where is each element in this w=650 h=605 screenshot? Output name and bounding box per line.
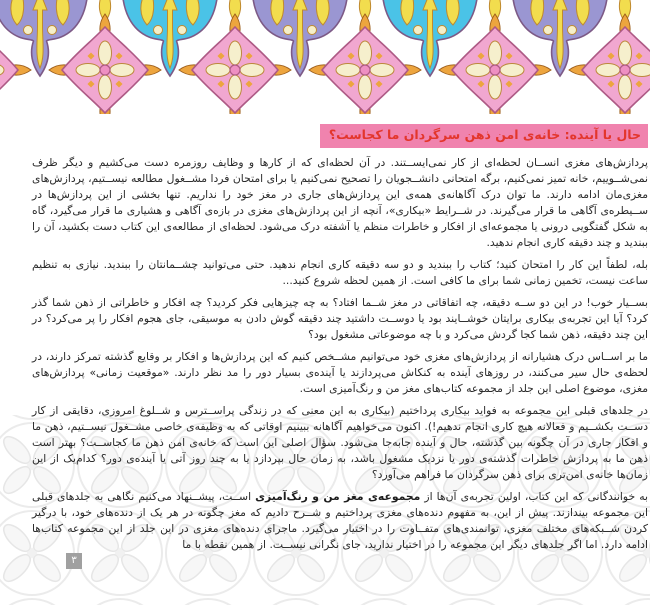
paragraph-what-happened: بســیار خوب! در این دو ســه دقیقه، چه اتفاقاتی در مغز شــما افتاد؟ به چه چیزهایی فکر کردید؟ چه افکار و خاطراتی از ذهن شما گذر کرد؟ آیا این تجربه‌ی بیکاری برایتان خوشــایند بود یا دوســت داشتید چند دقیقه گوش دادن به موسیقی، جای هجوم افکار را پر می‌کرد؟ در این چند دقیقه، ذهن شما کجا گردش می‌کرد و با چه موضوعاتی مشغول بود؟ bbox=[32, 295, 648, 341]
closing-text-after: اســت، پیشــنهاد می‌کنیم نگاهی به جلدهای قبلی این مجموعه بیندازند. پیش از این، به مفهوم دنده‌های مغزی پرداختیم و شــرح دادیم که مغز چگونه در هر یک از دنده‌های خود، با درگیر کردن شــبکه‌های مختلف مغزی، توانمندی‌های متفــاوت را در اختیار می‌گیرد. ماجرای دنده‌های مغزی در این جلد از این مجموعه کتاب‌ها ادامه دارد. اما اگر جلدهای دیگر این مجموعه را در اختیار ندارید، جای نگرانی نیســت. از همین نقطه با ما bbox=[32, 489, 648, 551]
paragraph-closing bbox=[32, 489, 648, 553]
page-content bbox=[32, 124, 648, 553]
page-number-badge: ۳ bbox=[66, 553, 82, 569]
section-heading: حال یا آینده: خانه‌ی امن ذهن سرگردان ما کجاست؟ bbox=[320, 124, 648, 148]
series-title: مجموعه‌ی مغز من و رنگ‌آمیزی bbox=[255, 489, 421, 503]
paragraph-previous-volumes: در جلدهای قبلی این مجموعه به فواید بیکاری پرداختیم (بیکاری به این معنی که در زندگی پراســترس و شــلوغ امروزی، دقایقی از کار دســت بکشــیم و فعالانه هیچ کاری انجام ندهیم!). اکنون می‌خواهیم آگاهانه ببینیم اوقاتی که به وظیفه‌ی خاصی مشــغول نیســتیم، ذهن ما و افکار جاری در آن چگونه بین گذشته، حال و آینده جابه‌جا می‌شود. سؤال اصلی این است که خانه‌ی امن ذهن ما کجاســت؟ بهتر است ذهن ما به پردازش خاطرات گذشته‌ی دور یا نزدیک مشغول باشد، به زمان حال بپردازد یا به چند روز آتی یا آینده‌ی دور؟ کدام‌یک از این زمان‌ها خانه‌ی امن‌تری برای ذهن سرگردان ما فراهم می‌آورد؟ bbox=[32, 403, 648, 481]
paragraph-try-it: بله، لطفاً این کار را امتحان کنید؛ کتاب را ببندید و دو سه دقیقه کاری انجام ندهید. حتی می‌توانید چشــمانتان را ببندید. نیازی به تنظیم ساعت نیست، تخمین زمانی شما برای ما کافی است. از همین لحظه شروع کنید... bbox=[32, 257, 648, 287]
paragraph-brain-processes: پردازش‌های مغزی انســان لحظه‌ای از کار نمی‌ایســتند. در آن لحظه‌ای که از کارها و وظایف روزمره دست می‌کشیم و دیگر ظرف نمی‌شــوییم، خانه تمیز نمی‌کنیم، برگه امتحانی دانشــجویان را تصحیح نمی‌کنیم یا برای امتحان فردا مشــغول مطالعه نیســتیم، پردازش‌های مغزی‌مان ادامه دارند. ما توان درک آگاهانه‌ی همه‌ی این پردازش‌های جاری در مغز خود را نداریم. تنها بخشی از این پردازش‌ها در ســیطره‌ی آگاهی ما قرار می‌گیرند. در شــرایط «بیکاری»، آنچه از این پردازش‌های مغزی در بازه‌ی آگاهی و هشیاری ما قرار می‌گیرد، گاه به شکل گفتگویی درونی یا مجموعه‌ای از افکار و خاطرات منظم یا آشفته درک می‌شود. لحظه‌ای از مطالعه‌ی این کتاب دست بکشید، آن را ببندید و چند دقیقه کاری انجام ندهید. bbox=[32, 155, 648, 249]
closing-text-before: به خوانندگانی که این کتاب، اولین تجربه‌ی آن‌ها از bbox=[420, 489, 648, 503]
ornamental-border-top-icon bbox=[0, 0, 650, 114]
heading-row bbox=[32, 124, 648, 148]
paragraph-temporal-position: ما بر اســاس درک هشیارانه از پردازش‌های مغزی خود می‌توانیم مشــخص کنیم که این پردازش‌ها و افکار بر وقایع گذشته تمرکز دارند، در لحظه‌ی حال سیر می‌کنند، در روزهای آینده به کنکاش می‌پردازند یا آینده‌ی بسیار دور را مد نظر دارند. «موقعیت زمانی» پردازش‌های مغزی، موضوع اصلی این جلد از مجموعه کتاب‌های مغز من و رنگ‌آمیزی است. bbox=[32, 349, 648, 395]
